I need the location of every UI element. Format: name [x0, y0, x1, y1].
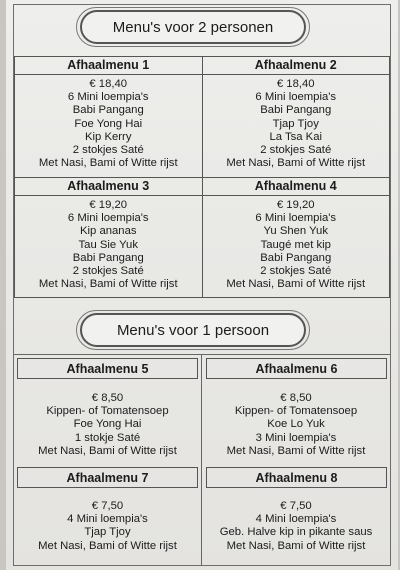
menu-card: [202, 178, 390, 298]
menu-item: Tau Sie Yuk: [78, 238, 138, 251]
menu-name: Afhaalmenu 2: [203, 57, 390, 75]
menu-name: Afhaalmenu 8: [206, 467, 387, 488]
menu-card: [15, 57, 203, 178]
menu-price: € 7,50: [91, 500, 124, 512]
menu-item: 2 stokjes Saté: [72, 265, 144, 278]
menu-item: Tjap Tjoy: [84, 526, 131, 539]
menu-card: [15, 178, 203, 298]
menu-item: Met Nasi, Bami of Witte rijst: [38, 444, 177, 457]
menu-price: € 8,50: [280, 392, 312, 404]
section-top-rule: [14, 354, 390, 355]
menu-item: Met Nasi, Bami of Witte rijst: [38, 539, 177, 552]
menu-item: 6 Mini loempia's: [67, 91, 149, 104]
menu-item: Met Nasi, Bami of Witte rijst: [226, 278, 366, 291]
menu-item: 6 Mini loempia's: [67, 212, 149, 225]
menu-item: La Tsa Kai: [269, 130, 323, 143]
menu-item: 6 Mini loempia's: [255, 212, 337, 225]
menu-card: [202, 500, 390, 553]
menu-item: Babi Pangang: [72, 104, 144, 117]
menu-item: Koe Lo Yuk: [267, 418, 325, 431]
menu-item: Met Nasi, Bami of Witte rijst: [38, 157, 178, 170]
menu-price: € 19,20: [276, 199, 315, 211]
menu-item: 2 stokjes Saté: [260, 144, 332, 157]
menu-name: Afhaalmenu 1: [15, 57, 202, 75]
menu-item: 3 Mini loempia's: [255, 431, 337, 444]
menu-item: 4 Mini loempia's: [67, 513, 148, 526]
menu-item: Babi Pangang: [260, 104, 332, 117]
menu-card: [202, 392, 390, 458]
menu-price: € 8,50: [91, 392, 124, 404]
menu-item: Tjap Tjoy: [272, 117, 319, 130]
menu-price: € 19,20: [89, 199, 128, 211]
menu-item: 6 Mini loempia's: [255, 91, 337, 104]
menu-item: Met Nasi, Bami of Witte rijst: [226, 157, 366, 170]
menu-item: Kip Kerry: [85, 130, 132, 143]
menu-item: Kippen- of Tomatensoep: [234, 405, 358, 418]
menu-item: Geb. Halve kip in pikante saus: [219, 526, 373, 539]
menu-item: Yu Shen Yuk: [263, 225, 328, 238]
menu-card: [14, 392, 201, 458]
menu-item: Babi Pangang: [72, 251, 144, 264]
menu-item: Kip ananas: [79, 225, 137, 238]
menu-name: Afhaalmenu 5: [17, 358, 198, 379]
menu-price: € 18,40: [276, 78, 315, 90]
menu-item: Babi Pangang: [260, 251, 332, 264]
menu-price: € 18,40: [89, 78, 128, 90]
menu-item: Taugé met kip: [260, 238, 331, 251]
menu-item: Foe Yong Hai: [73, 418, 142, 431]
menu-item: Kippen- of Tomatensoep: [46, 405, 169, 418]
menu-name: Afhaalmenu 3: [15, 178, 202, 196]
menu-price: € 7,50: [280, 500, 312, 512]
section-title-1-person: Menu's voor 1 persoon: [80, 313, 306, 347]
section-title-2-persons: Menu's voor 2 personen: [80, 10, 306, 44]
menu-name: Afhaalmenu 6: [206, 358, 387, 379]
menu-item: 2 stokjes Saté: [72, 144, 144, 157]
menu-card: [14, 500, 201, 553]
menu-item: Met Nasi, Bami of Witte rijst: [226, 539, 366, 552]
menu-grid-2-persons: [14, 56, 390, 298]
menu-item: 4 Mini loempia's: [255, 513, 337, 526]
menu-name: Afhaalmenu 4: [203, 178, 390, 196]
menu-item: Met Nasi, Bami of Witte rijst: [38, 278, 178, 291]
menu-item: Foe Yong Hai: [74, 117, 143, 130]
menu-name: Afhaalmenu 7: [17, 467, 198, 488]
menu-item: Met Nasi, Bami of Witte rijst: [226, 444, 366, 457]
menu-card: [202, 57, 390, 178]
menu-item: 1 stokje Saté: [74, 431, 141, 444]
menu-item: 2 stokjes Saté: [260, 265, 332, 278]
